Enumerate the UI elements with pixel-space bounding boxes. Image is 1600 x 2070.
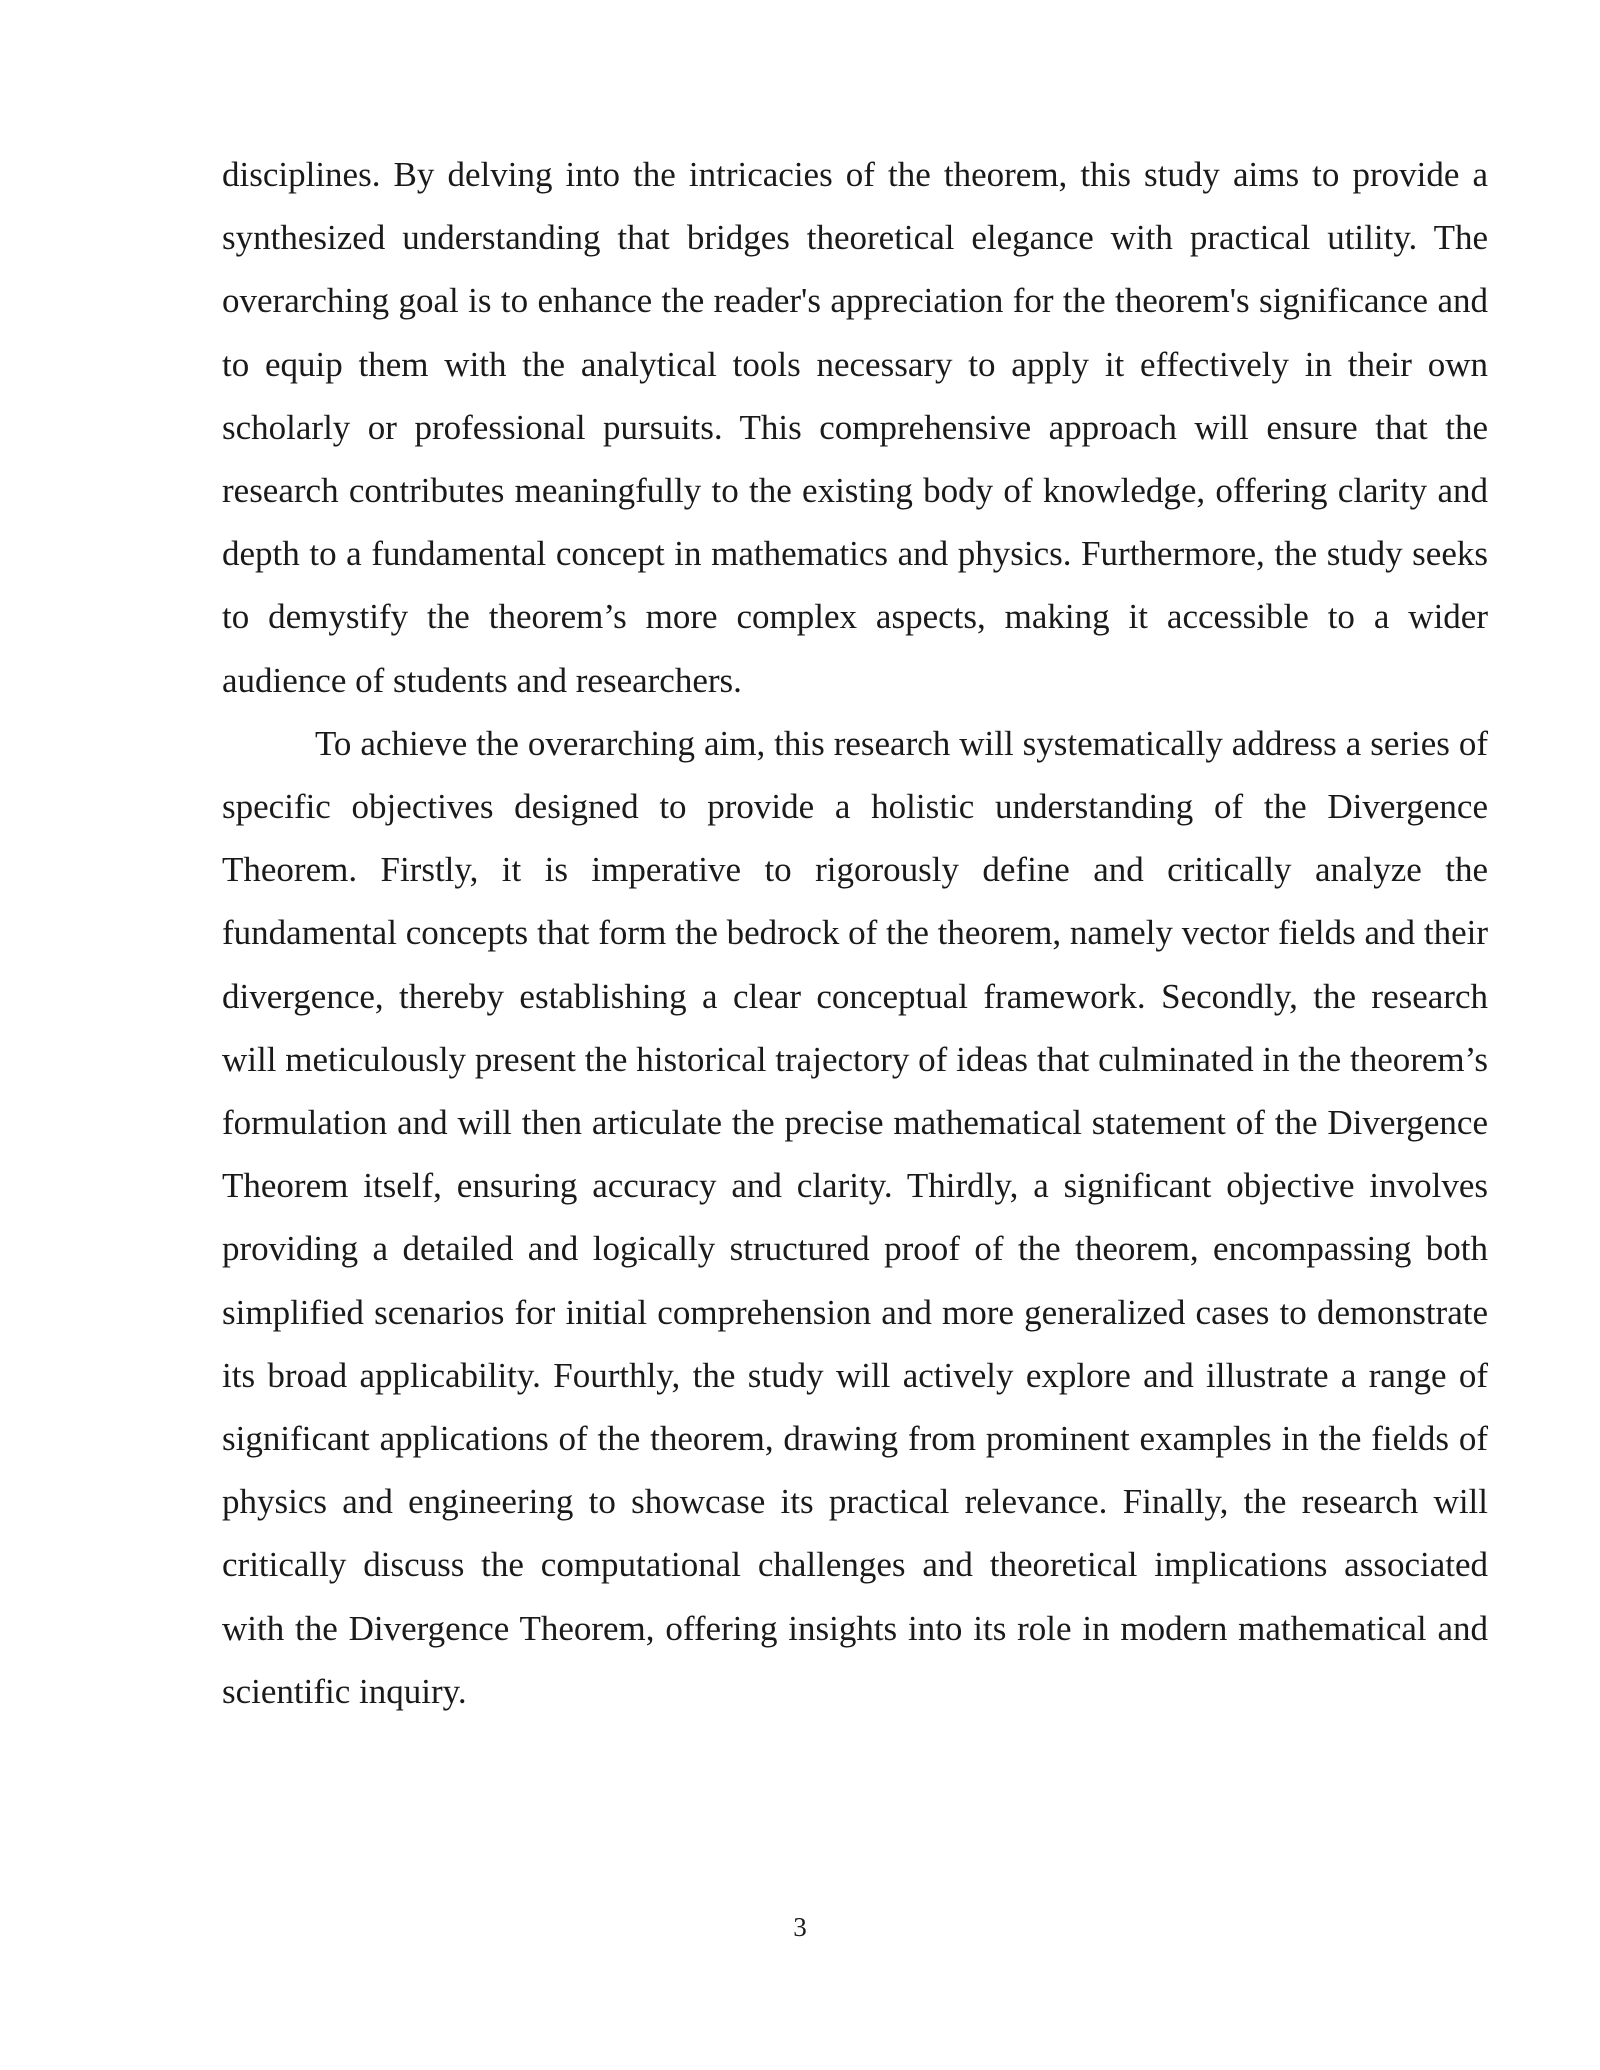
paragraph-continuation: disciplines. By delving into the intricacies of the theorem, this study aims to provide a synthesized understanding that bridges theoretical elegance with practical utility. The overarching goal is to enhance the reader's appreciation for the theorem's significance and to equip them with the analytical tools necessary to apply it effectively in their own scholarly or professional pursuits. This comprehensive approach will ensure that the research contributes meaningfully to the existing body of knowledge, offering clarity and depth to a fundamental concept in mathematics and physics. Furthermore, the study seeks to demystify the theorem’s more complex aspects, making it accessible to a wider audience of students and researchers. (222, 155, 1488, 700)
page-number: 3 (793, 1912, 807, 1942)
paragraph-objectives: To achieve the overarching aim, this research will systematically address a series of specific objectives designed to provide a holistic understanding of the Divergence Theorem. Firstly, it is imperative to rigorously define and critically analyze the fundamental concepts that form the bedrock of the theorem, namely vector fields and their divergence, thereby establishing a clear conceptual framework. Secondly, the research will meticulously present the historical trajectory of ideas that culminated in the theorem’s formulation and will then articulate the precise mathematical statement of the Divergence Theorem itself, ensuring accuracy and clarity. Thirdly, a significant objective involves providing a detailed and logically structured proof of the theorem, encompassing both simplified scenarios for initial comprehension and more generalized cases to demonstrate its broad applicability. Fourthly, the study will actively explore and illustrate a range of significant applications of the theorem, drawing from prominent examples in the fields of physics and engineering to showcase its practical relevance. Finally, the research will critically discuss the computational challenges and theoretical implications associated with the Divergence Theorem, offering insights into its role in modern mathematical and scientific inquiry. (222, 723, 1488, 1711)
body-text (222, 143, 1488, 1723)
